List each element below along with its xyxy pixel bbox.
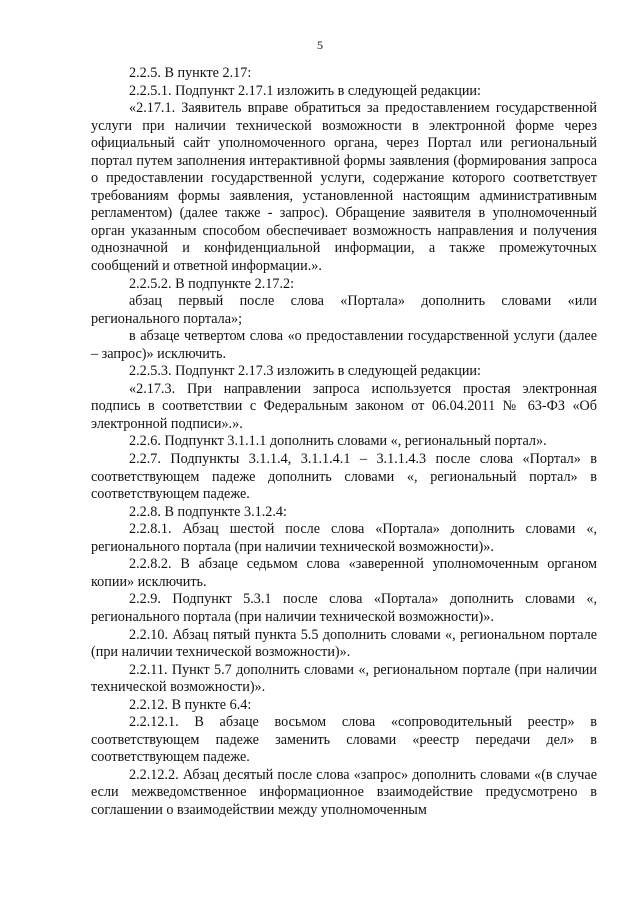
paragraph: «2.17.3. При направлении запроса используется простая электронная подпись в соответствии с Федеральным законом от 06.04.2011 № 63-ФЗ «Об электронной подписи».». <box>91 380 597 432</box>
paragraph: 2.2.12. В пункте 6.4: <box>129 696 252 713</box>
page-number: 5 <box>317 38 323 52</box>
paragraph: 2.2.5.2. В подпункте 2.17.2: <box>129 275 295 292</box>
paragraph: 2.2.6. Подпункт 3.1.1.1 дополнить словами «, региональный портал». <box>129 433 547 450</box>
paragraph: «2.17.1. Заявитель вправе обратиться за предоставлением государственной услуги при наличии технической возможности в электронной форме через официальный сайт уполномоченного органа, через Портал или региональный портал путем заполнения интерактивной формы заявления (формирования запроса о предоставлении государственной услуги, содержание которого соответствует требованиям формы заявления, установленной настоящим административным регламентом) (далее также - запрос). Обращение заявителя в уполномоченный орган указанным способом обеспечивает возможность направления и получения однозначной и конфиденциальной информации, а также промежуточных сообщений и ответной информации.». <box>91 100 597 275</box>
paragraph: 2.2.12.2. Абзац десятый после слова «запрос» дополнить словами «(в случае если межведомственное информационное взаимодействие предусмотрено в соглашении о взаимодействии между уполномоченным <box>91 766 597 818</box>
paragraph: 2.2.7. Подпункты 3.1.1.4, 3.1.1.4.1 – 3.1.1.4.3 после слова «Портал» в соответствующем падеже дополнить словами «, региональный портал» в соответствующем падеже. <box>91 451 597 503</box>
paragraph: 2.2.5.3. Подпункт 2.17.3 изложить в следующей редакции: <box>129 363 481 380</box>
paragraph: 2.2.8.2. В абзаце седьмом слова «заверенной уполномоченным органом копии» исключить. <box>91 556 597 590</box>
paragraph: в абзаце четвертом слова «о предоставлении государственной услуги (далее – запрос)» исключить. <box>91 328 597 362</box>
paragraph: 2.2.8. В подпункте 3.1.2.4: <box>129 503 287 520</box>
paragraph: 2.2.12.1. В абзаце восьмом слова «сопроводительный реестр» в соответствующем падеже заменить словами «реестр передачи дел» в соответствующем падеже. <box>91 714 597 766</box>
paragraph: 2.2.5. В пункте 2.17: <box>129 65 252 81</box>
paragraph: абзац первый после слова «Портала» дополнить словами «или регионального портала»; <box>91 293 597 327</box>
document-body <box>91 65 597 820</box>
paragraph: 2.2.5.1. Подпункт 2.17.1 изложить в следующей редакции: <box>129 82 481 99</box>
paragraph: 2.2.11. Пункт 5.7 дополнить словами «, региональном портале (при наличии технической возможности)». <box>91 661 597 696</box>
paragraph: 2.2.10. Абзац пятый пункта 5.5 дополнить словами «, региональном портале (при наличии технической возможности)». <box>91 626 597 661</box>
paragraph: 2.2.8.1. Абзац шестой после слова «Портала» дополнить словами «, регионального портала (при наличии технической возможности)». <box>91 521 597 555</box>
paragraph: 2.2.9. Подпункт 5.3.1 после слова «Портала» дополнить словами «, регионального портала (при наличии технической возможности)». <box>91 591 597 625</box>
